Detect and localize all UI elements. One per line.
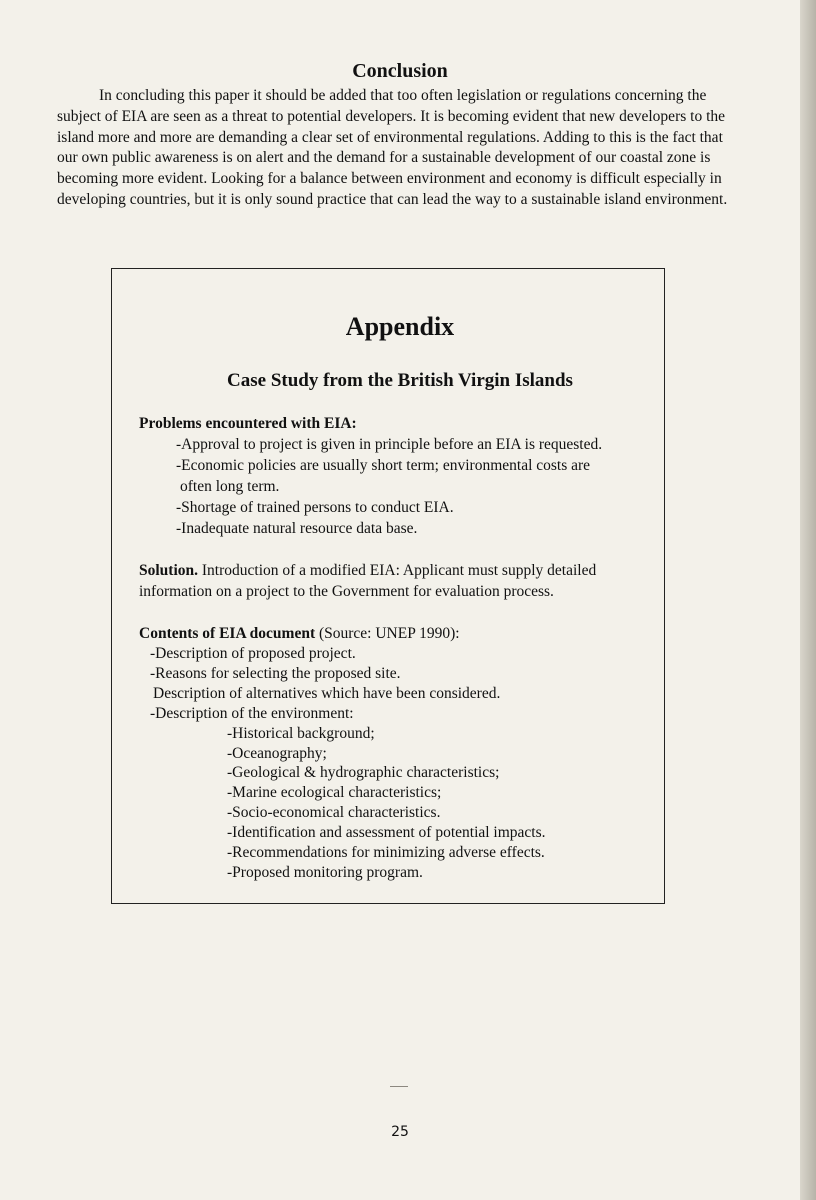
divider: [390, 1086, 408, 1087]
case-study-title: Case Study from the British Virgin Islands: [227, 370, 573, 391]
conclusion-heading: Conclusion: [352, 60, 448, 82]
problems-heading: Problems encountered with EIA:: [139, 415, 357, 432]
contents-source: (Source: UNEP 1990):: [318, 625, 460, 642]
appendix-title: Appendix: [345, 312, 455, 341]
solution-label: Solution.: [139, 562, 199, 579]
solution-paragraph: [139, 560, 654, 602]
contents-subitem: -Proposed monitoring program.: [227, 863, 423, 881]
contents-subitem: -Geological & hydrographic characteristics;: [227, 764, 500, 782]
problem-item: -Inadequate natural resource data base.: [176, 520, 418, 537]
problems-list: [176, 434, 656, 539]
contents-subitem: -Socio-economical characteristics.: [227, 804, 441, 822]
contents-subitem: -Marine ecological characteristics;: [227, 784, 442, 802]
conclusion-paragraph: In concluding this paper it should be added that too often legislation or regulations concerning the subject of EIA are seen as a threat to potential developers. It is becoming evident that new developers to the island more and more are demanding a clear set of environmental regulations. Adding to this is the fact that our own public awareness is on alert and the demand for a sustainable development of our coastal zone is becoming more evident. Looking for a balance between environment and economy is difficult especially in developing countries, but it is only sound practice that can lead the way to a sustainable island environment.: [57, 87, 728, 208]
problem-item: -Shortage of trained persons to conduct EIA.: [176, 499, 454, 516]
problem-item: -Approval to project is given in principle before an EIA is requested.: [176, 436, 603, 453]
contents-label: Contents of EIA document: [139, 625, 316, 642]
contents-subitem: -Recommendations for minimizing adverse effects.: [227, 844, 545, 862]
problem-item: often long term.: [180, 478, 280, 495]
contents-item: Description of alternatives which have been considered.: [153, 684, 501, 702]
contents-item: -Description of the environment:: [150, 704, 354, 722]
solution-text: Introduction of a modified EIA: Applicant must supply detailed information on a project to the Government for evaluation process.: [139, 562, 597, 600]
contents-subitem: -Oceanography;: [227, 744, 327, 762]
page-number: 25: [391, 1124, 409, 1140]
binding-edge: [800, 0, 816, 1200]
contents-item: -Description of proposed project.: [150, 645, 356, 662]
problem-item: -Economic policies are usually short term; environmental costs are: [176, 457, 591, 474]
contents-subitem: -Historical background;: [227, 724, 375, 742]
contents-item: -Reasons for selecting the proposed site.: [150, 664, 401, 682]
contents-list: [150, 644, 650, 883]
contents-subitem: -Identification and assessment of potential impacts.: [227, 824, 546, 842]
contents-heading: [139, 625, 460, 643]
